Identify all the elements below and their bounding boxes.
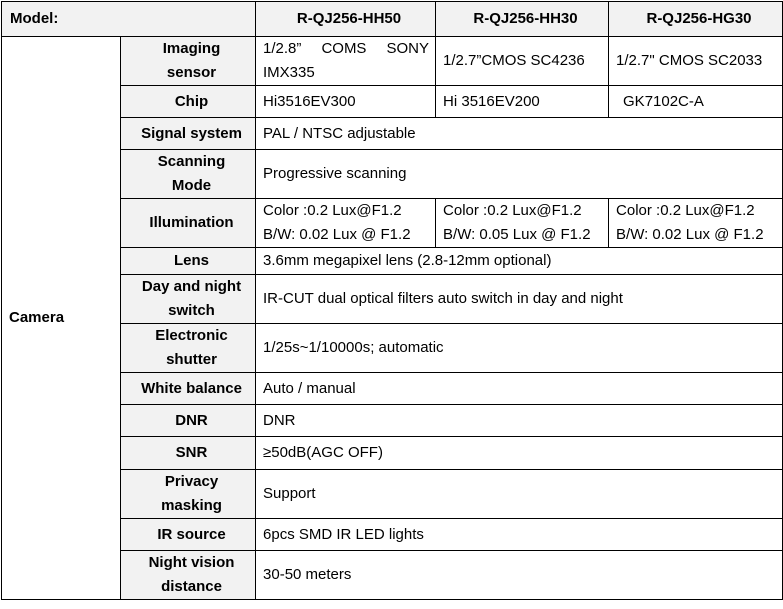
label-illumination: Illumination [121,199,256,248]
white-balance-value: Auto / manual [256,373,783,405]
label-line: Night vision [148,554,235,571]
label-line: sensor [166,64,217,81]
spec-table [1,1,783,600]
chip-hh50: Hi3516EV300 [256,86,436,118]
label-line: Privacy [164,473,219,490]
model-label: Model: [2,2,256,37]
label-lens: Lens [121,248,256,275]
label-line: shutter [166,351,217,368]
label-privacy-masking [121,470,256,519]
model-hh30: R-QJ256-HH30 [436,2,609,37]
label-imaging-sensor [121,37,256,86]
sensor-hh50 [256,37,436,86]
illumination-hh30 [436,199,609,248]
label-snr: SNR [121,437,256,470]
label-scanning-mode [121,150,256,199]
header-row [2,2,783,37]
sensor-hg30: 1/2.7" CMOS SC2033 [609,37,783,86]
label-electronic-shutter [121,324,256,373]
label-line: Mode [171,177,212,194]
privacy-masking-value: Support [256,470,783,519]
sensor-hh50-line1: 1/2.8” COMS SONY [263,40,430,57]
illumination-bw: B/W: 0.02 Lux @ F1.2 [616,226,764,243]
sensor-hh30: 1/2.7”CMOS SC4236 [436,37,609,86]
label-line: Electronic [155,327,228,344]
label-white-balance: White balance [121,373,256,405]
night-vision-value: 30-50 meters [256,551,783,600]
chip-hh30: Hi 3516EV200 [436,86,609,118]
ir-source-value: 6pcs SMD IR LED lights [256,519,783,551]
label-line: distance [161,578,222,595]
label-night-vision [121,551,256,600]
illumination-hg30 [609,199,783,248]
illumination-color: Color :0.2 Lux@F1.2 [263,202,402,219]
row-imaging-sensor [2,37,783,86]
label-dnr: DNR [121,405,256,437]
model-hh50: R-QJ256-HH50 [256,2,436,37]
dnr-value: DNR [256,405,783,437]
label-ir-source: IR source [121,519,256,551]
label-line: Scanning [157,153,226,170]
label-day-night [121,275,256,324]
illumination-bw: B/W: 0.02 Lux @ F1.2 [263,226,411,243]
snr-value: ≥50dB(AGC OFF) [256,437,783,470]
illumination-color: Color :0.2 Lux@F1.2 [616,202,755,219]
label-line: Day and night [141,278,242,295]
chip-hg30: GK7102C-A [609,86,783,118]
illumination-color: Color :0.2 Lux@F1.2 [443,202,582,219]
label-line: masking [161,497,222,514]
signal-system-value: PAL / NTSC adjustable [256,118,783,150]
section-camera: Camera [2,37,121,600]
label-line: switch [168,302,215,319]
illumination-bw: B/W: 0.05 Lux @ F1.2 [443,226,591,243]
lens-value: 3.6mm megapixel lens (2.8-12mm optional) [256,248,783,275]
label-line: Imaging [162,40,221,57]
sensor-hh50-line2: IMX335 [263,64,315,81]
electronic-shutter-value: 1/25s~1/10000s; automatic [256,324,783,373]
model-hg30: R-QJ256-HG30 [609,2,783,37]
scanning-mode-value: Progressive scanning [256,150,783,199]
label-chip: Chip [121,86,256,118]
label-signal-system: Signal system [121,118,256,150]
illumination-hh50 [256,199,436,248]
day-night-value: IR-CUT dual optical filters auto switch in day and night [256,275,783,324]
